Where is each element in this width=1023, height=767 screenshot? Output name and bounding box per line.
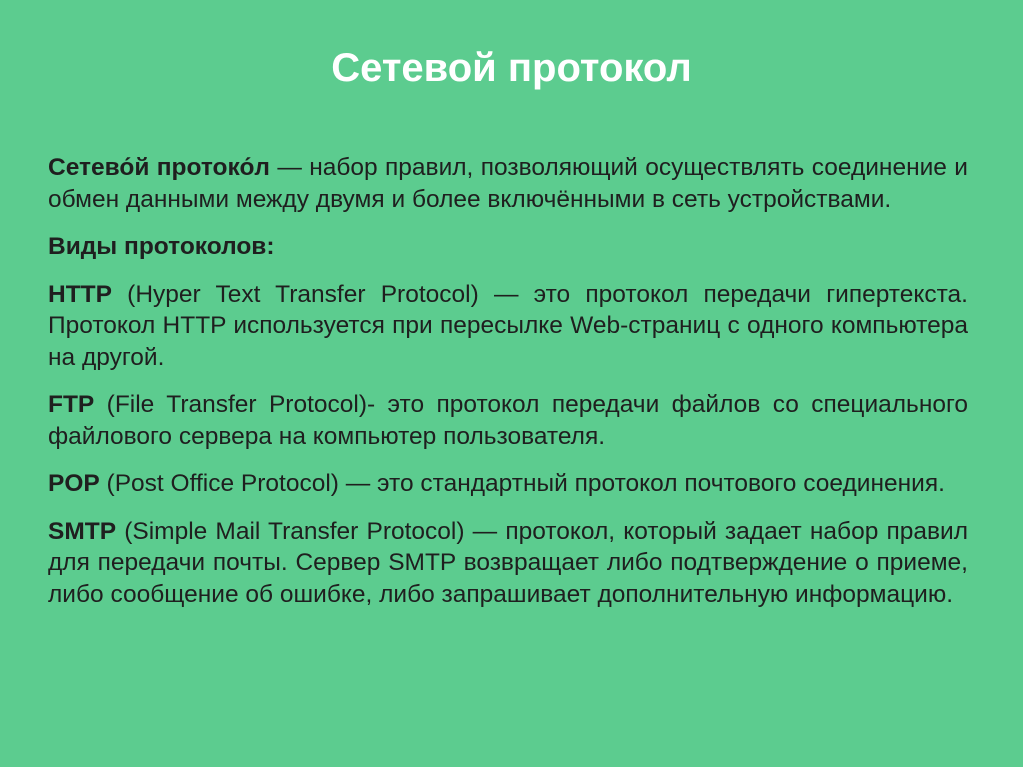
definition-term: Сетево́й протоко́л — [48, 154, 270, 181]
protocol-types-heading: Виды протоколов: — [48, 233, 275, 260]
protocol-name-ftp: FTP — [48, 391, 95, 418]
protocol-paragraph-pop — [48, 468, 968, 500]
definition-paragraph — [48, 152, 968, 215]
protocol-name-pop: POP — [48, 470, 100, 497]
protocol-paragraph-smtp — [48, 516, 968, 611]
protocol-name-smtp: SMTP — [48, 517, 117, 545]
definition-text: — набор правил, позволяющий осуществлять соединение и обмен данными между двумя и более включёнными в сеть устройствами. — [48, 154, 968, 213]
slide-content — [48, 152, 968, 626]
protocol-paragraph-ftp — [48, 389, 968, 452]
slide-title: Сетевой протокол — [331, 46, 692, 90]
protocol-text-http: (Hyper Text Transfer Protocol) — это протокол передачи гипертекста. Протокол HTTP используется при пересылке Web-страниц с одного компьютера на другой. — [48, 280, 968, 371]
protocol-text-smtp: (Simple Mail Transfer Protocol) — протокол, который задает набор правил для передачи почты. Сервер SMTP возвращает либо подтверждение о приеме, либо сообщение об ошибке, либо запрашивает дополнительную информацию. — [48, 517, 968, 608]
protocol-name-http: HTTP — [48, 280, 112, 308]
protocol-paragraph-http — [48, 279, 968, 374]
protocol-text-pop: (Post Office Protocol) — это стандартный протокол почтового соединения. — [99, 470, 945, 497]
protocol-text-ftp: (File Transfer Protocol)- это протокол передачи файлов со специального файлового сервера на компьютер пользователя. — [48, 391, 968, 450]
